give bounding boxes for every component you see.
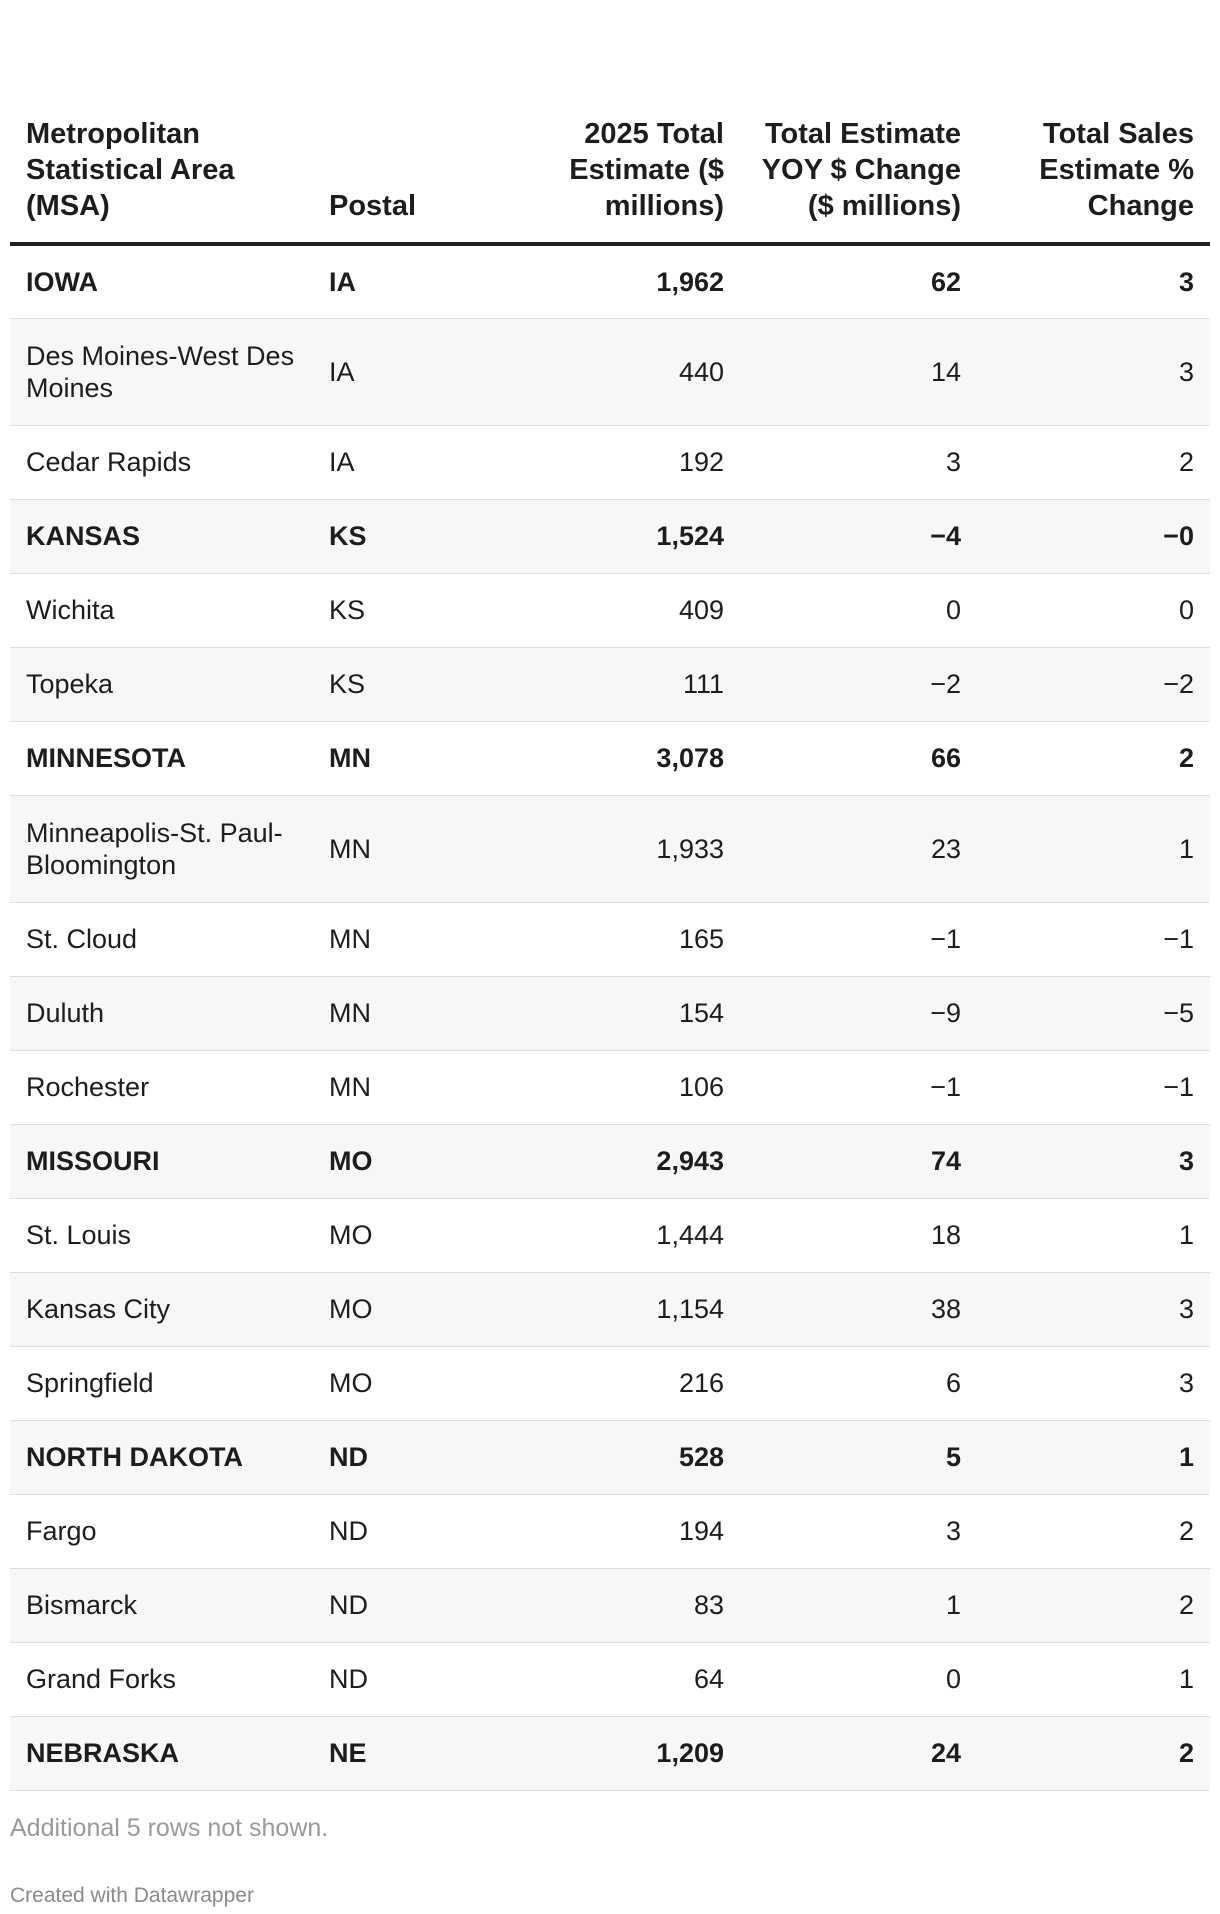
cell-postal: ND: [313, 1494, 483, 1568]
cell-msa: Rochester: [10, 1050, 313, 1124]
cell-yoy-change: 3: [740, 1494, 977, 1568]
cell-msa: IOWA: [10, 244, 313, 318]
cell-msa: Des Moines-West Des Moines: [10, 318, 313, 425]
cell-msa: St. Cloud: [10, 902, 313, 976]
cell-pct-change: −1: [977, 1050, 1210, 1124]
cell-pct-change: 0: [977, 573, 1210, 647]
cell-pct-change: 3: [977, 1346, 1210, 1420]
table-row-state: [10, 1420, 1210, 1494]
cell-total-estimate: 528: [483, 1420, 740, 1494]
cell-yoy-change: −9: [740, 976, 977, 1050]
cell-total-estimate: 409: [483, 573, 740, 647]
cell-postal: KS: [313, 499, 483, 573]
cell-total-estimate: 165: [483, 902, 740, 976]
cell-pct-change: 2: [977, 425, 1210, 499]
cell-postal: MN: [313, 902, 483, 976]
cell-yoy-change: −2: [740, 647, 977, 721]
cell-total-estimate: 154: [483, 976, 740, 1050]
cell-postal: IA: [313, 425, 483, 499]
cell-yoy-change: 5: [740, 1420, 977, 1494]
column-header-postal[interactable]: Postal: [313, 0, 483, 244]
cell-postal: ND: [313, 1642, 483, 1716]
cell-msa: Cedar Rapids: [10, 425, 313, 499]
table-row-state: [10, 1716, 1210, 1790]
cell-total-estimate: 83: [483, 1568, 740, 1642]
cell-total-estimate: 1,444: [483, 1198, 740, 1272]
cell-pct-change: 3: [977, 244, 1210, 318]
cell-postal: KS: [313, 647, 483, 721]
cell-total-estimate: 111: [483, 647, 740, 721]
cell-pct-change: −0: [977, 499, 1210, 573]
cell-postal: ND: [313, 1568, 483, 1642]
cell-total-estimate: 1,524: [483, 499, 740, 573]
cell-msa: Grand Forks: [10, 1642, 313, 1716]
cell-msa: NEBRASKA: [10, 1716, 313, 1790]
cell-pct-change: 3: [977, 1124, 1210, 1198]
table-row-state: [10, 499, 1210, 573]
cell-total-estimate: 1,154: [483, 1272, 740, 1346]
cell-yoy-change: 74: [740, 1124, 977, 1198]
cell-postal: IA: [313, 318, 483, 425]
column-header-pct-change[interactable]: Total Sales Estimate % Change: [977, 0, 1210, 244]
cell-postal: NE: [313, 1716, 483, 1790]
data-table: [10, 0, 1210, 1791]
cell-postal: MO: [313, 1272, 483, 1346]
cell-msa: Fargo: [10, 1494, 313, 1568]
cell-msa: MISSOURI: [10, 1124, 313, 1198]
cell-yoy-change: 1: [740, 1568, 977, 1642]
cell-msa: Kansas City: [10, 1272, 313, 1346]
cell-total-estimate: 440: [483, 318, 740, 425]
cell-msa: Topeka: [10, 647, 313, 721]
column-header-total-estimate[interactable]: 2025 Total Estimate ($ millions): [483, 0, 740, 244]
table-row: [10, 1642, 1210, 1716]
table-row: [10, 1272, 1210, 1346]
cell-postal: MO: [313, 1124, 483, 1198]
cell-pct-change: 3: [977, 1272, 1210, 1346]
cell-pct-change: 1: [977, 1642, 1210, 1716]
cell-pct-change: 2: [977, 1494, 1210, 1568]
cell-msa: Bismarck: [10, 1568, 313, 1642]
table-body: [10, 244, 1210, 1790]
cell-msa: KANSAS: [10, 499, 313, 573]
credit-link[interactable]: Created with Datawrapper: [10, 1883, 254, 1907]
cell-yoy-change: 62: [740, 244, 977, 318]
column-header-yoy-change[interactable]: Total Estimate YOY $ Change ($ millions): [740, 0, 977, 244]
cell-msa: Springfield: [10, 1346, 313, 1420]
cell-total-estimate: 106: [483, 1050, 740, 1124]
cell-yoy-change: −1: [740, 902, 977, 976]
table-row: [10, 573, 1210, 647]
cell-postal: MO: [313, 1198, 483, 1272]
cell-msa: NORTH DAKOTA: [10, 1420, 313, 1494]
cell-postal: MN: [313, 976, 483, 1050]
table-row: [10, 1494, 1210, 1568]
table-row: [10, 647, 1210, 721]
cell-yoy-change: 6: [740, 1346, 977, 1420]
cell-msa: Duluth: [10, 976, 313, 1050]
table-row: [10, 902, 1210, 976]
cell-msa: Minneapolis-St. Paul-Bloomington: [10, 795, 313, 902]
cell-total-estimate: 2,943: [483, 1124, 740, 1198]
cell-postal: MN: [313, 795, 483, 902]
header-row: [10, 0, 1210, 244]
cell-msa: MINNESOTA: [10, 721, 313, 795]
cell-postal: MO: [313, 1346, 483, 1420]
rows-hidden-note: Additional 5 rows not shown.: [10, 1813, 329, 1842]
table-row: [10, 1346, 1210, 1420]
cell-total-estimate: 216: [483, 1346, 740, 1420]
table-row-state: [10, 1124, 1210, 1198]
cell-yoy-change: 23: [740, 795, 977, 902]
cell-yoy-change: 18: [740, 1198, 977, 1272]
cell-yoy-change: −4: [740, 499, 977, 573]
table-row: [10, 1050, 1210, 1124]
cell-msa: Wichita: [10, 573, 313, 647]
table-row: [10, 1198, 1210, 1272]
cell-pct-change: 1: [977, 1198, 1210, 1272]
cell-total-estimate: 194: [483, 1494, 740, 1568]
cell-total-estimate: 1,933: [483, 795, 740, 902]
cell-yoy-change: 14: [740, 318, 977, 425]
cell-total-estimate: 1,209: [483, 1716, 740, 1790]
column-header-msa[interactable]: Metropolitan Statistical Area (MSA): [10, 0, 313, 244]
table-row: [10, 318, 1210, 425]
cell-yoy-change: 38: [740, 1272, 977, 1346]
cell-postal: KS: [313, 573, 483, 647]
cell-pct-change: 3: [977, 318, 1210, 425]
table-row: [10, 1568, 1210, 1642]
table-row: [10, 976, 1210, 1050]
cell-pct-change: −1: [977, 902, 1210, 976]
cell-yoy-change: 24: [740, 1716, 977, 1790]
cell-msa: St. Louis: [10, 1198, 313, 1272]
cell-total-estimate: 192: [483, 425, 740, 499]
cell-total-estimate: 3,078: [483, 721, 740, 795]
cell-total-estimate: 64: [483, 1642, 740, 1716]
cell-pct-change: −5: [977, 976, 1210, 1050]
cell-postal: ND: [313, 1420, 483, 1494]
table-row-state: [10, 721, 1210, 795]
cell-yoy-change: 0: [740, 573, 977, 647]
table-row-state: [10, 244, 1210, 318]
cell-yoy-change: 0: [740, 1642, 977, 1716]
cell-pct-change: 1: [977, 1420, 1210, 1494]
cell-pct-change: 1: [977, 795, 1210, 902]
cell-postal: MN: [313, 1050, 483, 1124]
cell-pct-change: 2: [977, 721, 1210, 795]
table-row: [10, 795, 1210, 902]
cell-pct-change: 2: [977, 1716, 1210, 1790]
cell-total-estimate: 1,962: [483, 244, 740, 318]
cell-yoy-change: 66: [740, 721, 977, 795]
cell-pct-change: −2: [977, 647, 1210, 721]
cell-postal: IA: [313, 244, 483, 318]
cell-yoy-change: 3: [740, 425, 977, 499]
cell-yoy-change: −1: [740, 1050, 977, 1124]
table-row: [10, 425, 1210, 499]
cell-postal: MN: [313, 721, 483, 795]
cell-pct-change: 2: [977, 1568, 1210, 1642]
